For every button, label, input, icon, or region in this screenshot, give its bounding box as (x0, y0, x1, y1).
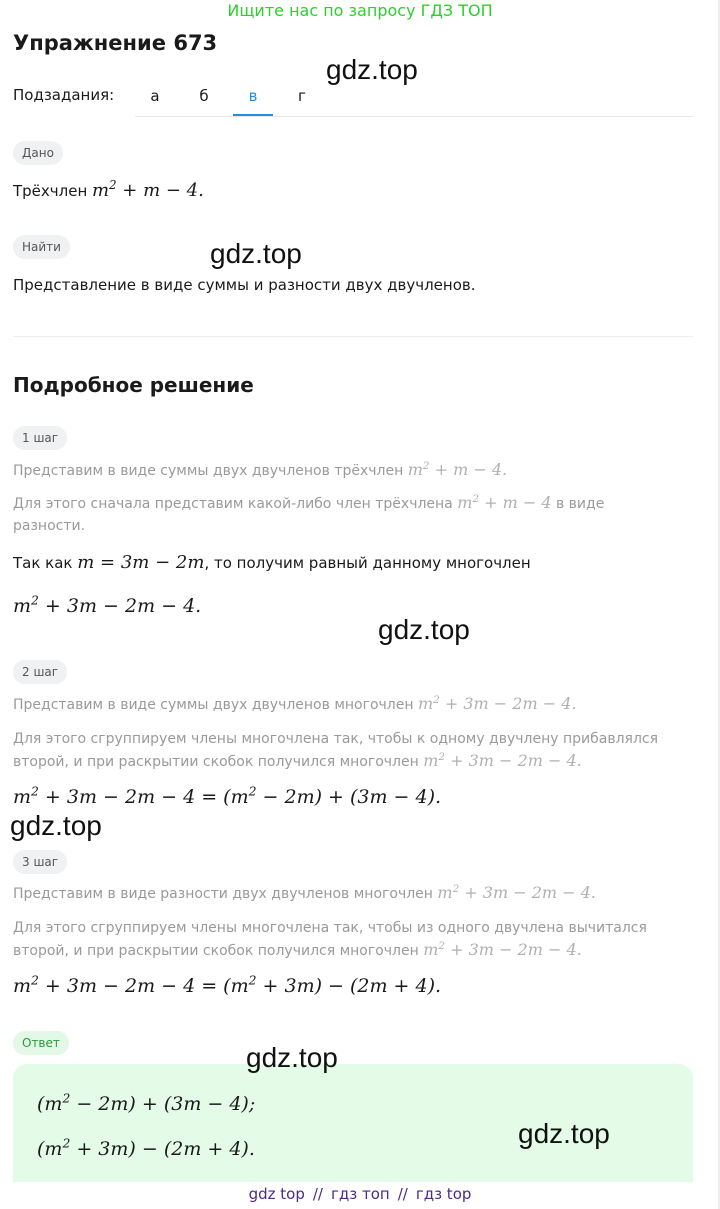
answer-line-1: $(m^2 - 2m) + (3m - 4)$; (37, 1091, 256, 1115)
answer-chip: Ответ (13, 1031, 69, 1055)
footer-link-3[interactable]: гдз top (415, 1185, 472, 1203)
step-2-formula: $m^2 + 3m - 2m - 4 = (m^2 - 2m) + (3m - 4)$. (13, 784, 442, 808)
step-1-line-1: Представим в виде суммы двух двучленов трёхчлен $m^2 + m - 4$. (13, 459, 508, 479)
step-1-formula: $m^2 + 3m - 2m - 4$. (13, 593, 202, 617)
step-1-line-3: Так как m = 3m − 2m, то получим равный данному многочлен (13, 552, 531, 573)
answer-line-2: $(m^2 + 3m) - (2m + 4)$. (37, 1136, 255, 1160)
page-title: Упражнение 673 (13, 31, 218, 55)
divider (13, 336, 693, 337)
step-3-line-2: Для этого сгруппируем члены многочлена так, чтобы из одного двучлена вычитался второй, и при раскрытии скобок получился многочлен $m^2 + 3m - 2m - 4$. (13, 920, 647, 959)
tab-g[interactable]: г (298, 87, 306, 105)
watermark: gdz.top (10, 810, 102, 841)
given-chip: Дано (13, 141, 63, 165)
step-3-formula: $m^2 + 3m - 2m - 4 = (m^2 + 3m) - (2m + 4)$. (13, 973, 442, 997)
step-1-line-2: Для этого сначала представим какой-либо член трёхчлена $m^2 + m - 4$ в виде разности. (13, 492, 605, 534)
tab-b[interactable]: б (199, 87, 209, 105)
find-text: Представление в виде суммы и разности двух двучленов. (13, 276, 476, 294)
watermark: gdz.top (210, 238, 302, 269)
step-3-chip: 3 шаг (13, 850, 67, 874)
step-1-chip: 1 шаг (13, 426, 67, 450)
watermark: gdz.top (246, 1042, 338, 1073)
watermark: gdz.top (518, 1118, 610, 1149)
footer-link-1[interactable]: gdz top (248, 1185, 305, 1203)
step-3-line-1: Представим в виде разности двух двучленов многочлен $m^2 + 3m - 2m - 4$. (13, 882, 596, 902)
given-formula: $m^2 + m - 4$. (92, 177, 204, 201)
watermark: gdz.top (326, 54, 418, 85)
tab-v[interactable]: в (233, 80, 273, 116)
solution-title: Подробное решение (13, 373, 254, 397)
watermark: gdz.top (378, 614, 470, 645)
subtasks-label: Подзадания: (13, 86, 115, 104)
find-chip: Найти (13, 235, 70, 259)
given-text: Трёхчлен $m^2 + m - 4$. (13, 177, 204, 201)
step-2-chip: 2 шаг (13, 660, 67, 684)
footer-link-2[interactable]: гдз топ (330, 1185, 390, 1203)
footer-separator: // (312, 1185, 323, 1203)
footer-links (0, 1185, 720, 1203)
top-banner: Ищите нас по запросу ГДЗ ТОП (227, 1, 493, 20)
step-2-line-1: Представим в виде суммы двух двучленов многочлен $m^2 + 3m - 2m - 4$. (13, 693, 577, 713)
footer-separator: // (397, 1185, 408, 1203)
step-2-line-2: Для этого сгруппируем члены многочлена так, чтобы к одному двучлену прибавлялся второй, и при раскрытии скобок получился многочлен $m^2 + 3m - 2m - 4$. (13, 731, 659, 770)
tab-a[interactable]: а (150, 87, 160, 105)
